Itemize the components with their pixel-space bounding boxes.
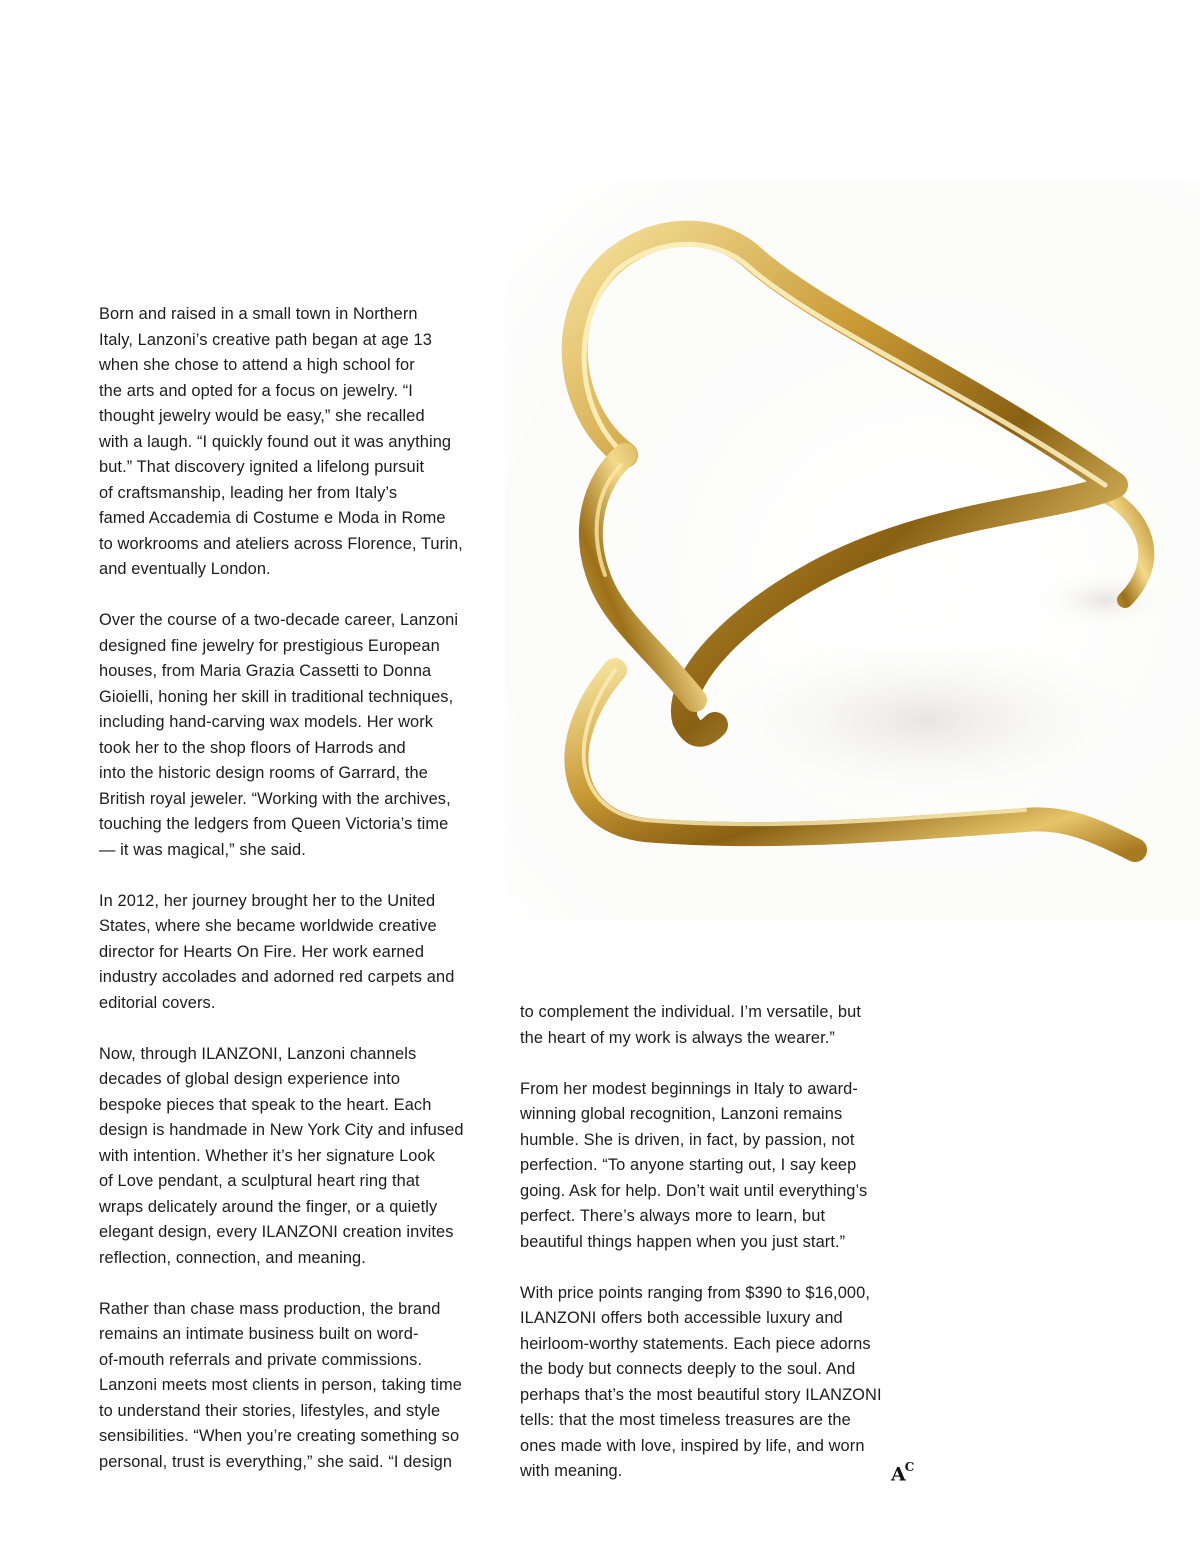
- paragraph-business: Rather than chase mass production, the brand remains an intimate business built on word- of-mouth referrals and private commissions. Lanzoni meets most clients in person, taking time to understand their stories, lifestyles, and style sensibilities. “When you’re creating something so personal, trust is everything,” she said. “I design: [99, 1299, 462, 1471]
- article-left-column: [99, 302, 499, 1501]
- heart-ring-illustration: [505, 180, 1200, 920]
- paragraph-united-states: In 2012, her journey brought her to the United States, where she became worldwide creative director for Hearts On Fire. Her work earned industry accolades and adorned red carpets and editorial covers.: [99, 891, 455, 1012]
- article-right-column: [520, 1000, 920, 1510]
- paragraph-early-life: Born and raised in a small town in Northern Italy, Lanzoni’s creative path began at age 13 when she chose to attend a high school for the arts and opted for a focus on jewelry. “I thought jewelry would be easy,” she recalled with a laugh. “I quickly found out it was anything but.” That discovery ignited a lifelong pursuit of craftsmanship, leading her from Italy’s famed Accademia di Costume e Moda in Rome to workrooms and ateliers across Florence, Turin, and eventually London.: [99, 305, 463, 578]
- paragraph-price-points: With price points ranging from $390 to $16,000, ILANZONI offers both accessible luxury and heirloom-worthy statements. Each piece adorns the body but connects deeply to the soul. And perhaps that’s the most beautiful story ILANZONI tells: that the most timeless treasures are the ones made with love, inspired by life, and worn with meaning.: [520, 1283, 882, 1480]
- paragraph-career: Over the course of a two-decade career, Lanzoni designed fine jewelry for prestigious European houses, from Maria Grazia Cassetti to Donna Gioielli, honing her skill in traditional techniques, including hand-carving wax models. Her work took her to the shop floors of Harrods and into the historic design rooms of Garrard, the British royal jeweler. “Working with the archives, touching the ledgers from Queen Victoria’s time — it was magical,” she said.: [99, 611, 459, 859]
- gold-heart-ring-photo: [505, 180, 1200, 920]
- paragraph-beginnings: From her modest beginnings in Italy to award- winning global recognition, Lanzoni remains humble. She is driven, in fact, by passion, not perfection. “To anyone starting out, I say keep going. Ask for help. Don’t wait until everything’s perfect. There’s always more to learn, but beautiful things happen when you just start.”: [520, 1079, 868, 1251]
- end-mark-logo: $A^C$: [891, 1460, 914, 1486]
- paragraph-quote-continued: to complement the individual. I’m versatile, but the heart of my work is always the wearer.”: [520, 1003, 861, 1047]
- paragraph-ilanzoni: Now, through ILANZONI, Lanzoni channels decades of global design experience into bespoke pieces that speak to the heart. Each design is handmade in New York City and infused with intention. Whether it’s her signature Look of Love pendant, a sculptural heart ring that wraps delicately around the finger, or a quietly elegant design, every ILANZONI creation invites reflection, connection, and meaning.: [99, 1044, 464, 1267]
